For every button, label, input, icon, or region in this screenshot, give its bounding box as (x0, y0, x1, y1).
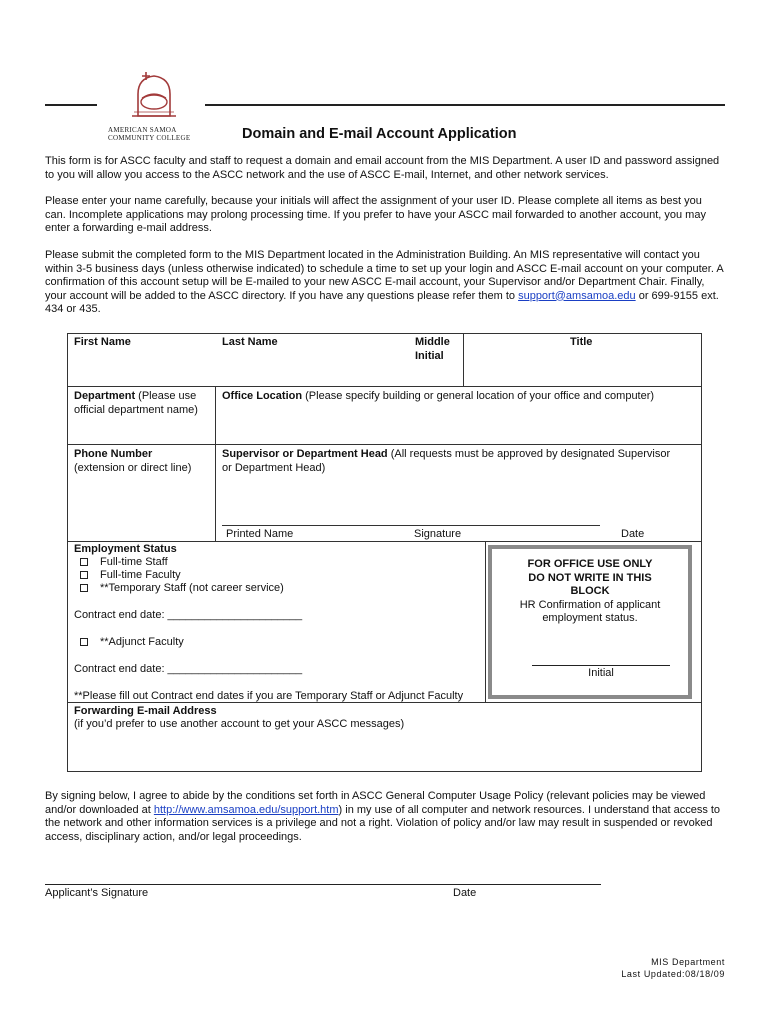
phone-number-label-hint: (extension or direct line) (74, 461, 192, 474)
logo-text-line2: COMMUNITY COLLEGE (108, 133, 191, 142)
applicant-date-caption: Date (453, 887, 477, 899)
printed-name-caption: Printed Name (226, 528, 294, 540)
option-temporary-staff-label: **Temporary Staff (not career service) (100, 582, 284, 594)
contract-footnote: **Please fill out Contract end dates if you are Temporary Staff or Adjunct Faculty (74, 690, 464, 702)
supervisor-label-title: Supervisor or Department Head (222, 448, 388, 460)
signature-caption: Signature (414, 528, 462, 540)
forwarding-email-hint: (if you’d prefer to use another account to get your ASCC messages) (74, 718, 405, 730)
intro-paragraph-3-text: Please submit the completed form to the MIS Department located in the Administration Building. An MIS representative will contact you within 3-5 business days (unless otherwise indicated) to schedule a time to set up your login and ASCC E-mail account on your computer. A confirmation of this account setup will be E-mailed to your new ASCC E-mail account, your Supervisor and/or Department Chair. Finally, your account will be added to the ASCC directory. If you have any questions please refer them to (45, 249, 724, 302)
supervisor-label (222, 448, 698, 475)
footer-department: MIS Department (651, 957, 725, 967)
intro-paragraph-3 (45, 249, 725, 317)
supervisor-signature-line (222, 525, 600, 526)
applicant-signature-line (45, 884, 601, 885)
option-fulltime-faculty-label: Full-time Faculty (100, 569, 181, 581)
initial-caption: Initial (588, 667, 614, 679)
department-label (74, 390, 214, 417)
phone-number-label-title: Phone Number (74, 448, 153, 460)
office-location-label (222, 390, 698, 404)
office-use-line1: FOR OFFICE USE ONLY (527, 558, 653, 570)
office-location-field[interactable] (220, 406, 698, 442)
department-label-hint: (Please use (135, 390, 197, 402)
office-use-block (488, 545, 692, 699)
option-adjunct-faculty-label: **Adjunct Faculty (100, 636, 184, 648)
option-temporary-staff[interactable] (80, 582, 284, 596)
college-logo (108, 68, 200, 142)
office-location-label-title: Office Location (222, 390, 303, 402)
middle-initial-label (415, 336, 450, 363)
agreement-paragraph (45, 790, 725, 844)
supervisor-label-hint-2: or Department Head) (222, 461, 326, 474)
office-use-line5: employment status. (542, 612, 638, 624)
intro-paragraph-2: Please enter your name carefully, because your initials will affect the assignment of your user ID. Please complete all items as best you can. Incomplete applications may prolong processing time. If you prefer to have your ASCC mail forwarded to another account, you may enter a forwarding e-mail address. (45, 195, 706, 234)
agreement-text-b: ) in my use of all computer and network resources. I understand that access to the network and other information services is a privilege and not a right. Violation of policy and/or law may result in suspended or revoked access, disciplinary action, and/or legal proceedings. (45, 803, 721, 843)
last-name-field[interactable] (220, 350, 405, 382)
first-name-field[interactable] (70, 350, 210, 382)
contract-end-date-1[interactable]: Contract end date: ______________________ (74, 609, 303, 621)
initial-line (532, 665, 670, 666)
office-use-line3: BLOCK (570, 585, 610, 597)
first-name-label: First Name (74, 336, 131, 348)
forwarding-email-field[interactable] (70, 734, 698, 768)
checkbox-icon[interactable] (80, 571, 88, 579)
option-fulltime-staff-label: Full-time Staff (100, 556, 168, 568)
department-label-hint-2: official department name) (74, 403, 198, 416)
college-seal-icon (108, 68, 200, 120)
option-adjunct-faculty[interactable] (80, 636, 184, 650)
policy-link[interactable]: http://www.amsamoa.edu/support.htm (153, 803, 339, 816)
department-label-title: Department (74, 390, 136, 402)
intro-paragraph-1: This form is for ASCC faculty and staff to request a domain and email account from the MIS Department. A user ID and password assigned to you will allow you access to the ASCC network and the use of ASCC E-mail, Internet, and other network services. (45, 155, 720, 181)
phone-number-field[interactable] (70, 478, 212, 538)
support-phone-text: or 699-9155 ext. 434 or 435. (45, 289, 719, 315)
logo-text-line1: AMERICAN SAMOA (108, 125, 177, 134)
office-location-label-hint: (Please specify building or general location of your office and computer) (302, 390, 655, 402)
option-fulltime-faculty[interactable] (80, 569, 181, 583)
title-field[interactable] (468, 350, 698, 382)
applicant-signature-field[interactable] (45, 856, 445, 884)
support-email-link[interactable]: support@amsamoa.edu (518, 289, 636, 302)
middle-initial-label-line1: Middle (415, 336, 450, 348)
last-name-label: Last Name (222, 336, 278, 348)
checkbox-icon[interactable] (80, 584, 88, 592)
supervisor-label-hint: (All requests must be approved by designated Supervisor (387, 448, 671, 460)
footer-last-updated: Last Updated:08/18/09 (621, 969, 725, 979)
phone-number-label (74, 448, 214, 475)
option-fulltime-staff[interactable] (80, 556, 168, 570)
middle-initial-field[interactable] (412, 364, 460, 384)
date-caption: Date (621, 528, 645, 540)
supervisor-signature-field[interactable] (220, 478, 698, 524)
office-use-line2: DO NOT WRITE IN THIS (528, 571, 652, 584)
office-use-line4: HR Confirmation of applicant (519, 598, 661, 611)
header-rule-left (45, 104, 97, 106)
title-label: Title (570, 336, 593, 348)
checkbox-icon[interactable] (80, 558, 88, 566)
contract-end-date-2[interactable]: Contract end date: ______________________ (74, 663, 303, 675)
forwarding-email-label: Forwarding E-mail Address (74, 705, 217, 717)
header-rule-right (205, 104, 725, 106)
middle-initial-label-line2: Initial (415, 349, 444, 362)
applicant-signature-caption: Applicant’s Signature (45, 887, 149, 899)
employment-status-label: Employment Status (74, 543, 177, 555)
page-title: Domain and E-mail Account Application (242, 126, 517, 142)
department-field[interactable] (70, 418, 212, 442)
agreement-text-a: By signing below, I agree to abide by the conditions set forth in ASCC General Computer Usage Policy (relevant policies may be viewed and/or downloaded at (45, 790, 706, 816)
checkbox-icon[interactable] (80, 638, 88, 646)
